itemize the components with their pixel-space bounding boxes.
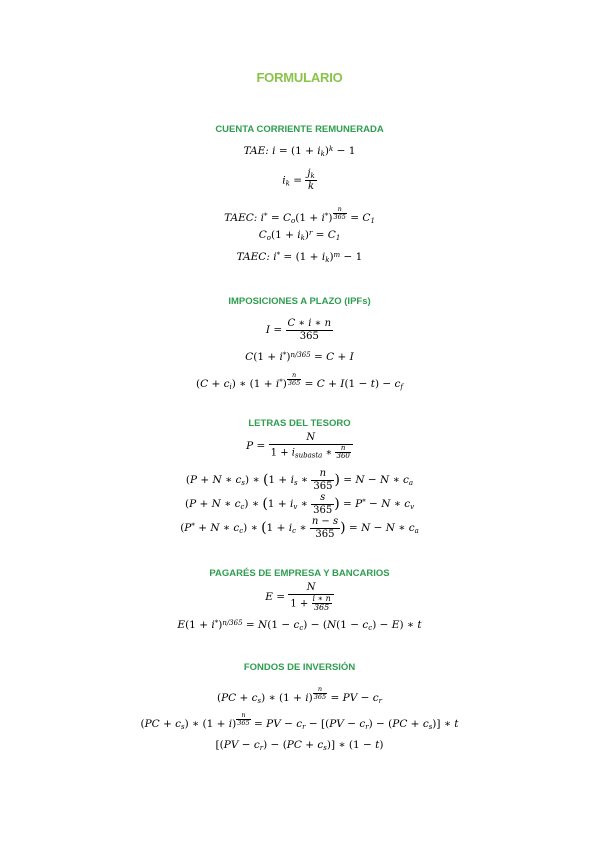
formula-capital: $C_o(1 + i_k)^r = C_1$ xyxy=(258,229,341,243)
formula-fondos-1: $(PC + c_s)$ ∗ (1 + i) $\frac{n}{365}$ = PV − $c_r$ xyxy=(216,685,383,706)
section-heading-letras: LETRAS DEL TESORO xyxy=(248,418,351,429)
section-heading-fondos: FONDOS DE INVERSIÓN xyxy=(243,662,356,673)
formula-taec-2: TAEC: $i^* = (1 + i_k)^m - 1$ xyxy=(236,251,363,265)
formula-letras-precio: P = N $1 + i_{subasta}$ ∗ $\frac{n}{360}$ xyxy=(0,432,599,460)
formula-letras-c: (P* + N ∗ $c_c$) ∗ ($1 + i_c$ ∗ $\frac{n - s}{365}$ ) = N − N ∗ $c_a$ xyxy=(180,516,419,540)
formula-ik: $i_k$ = $\frac{j_k}{k}$ xyxy=(282,168,315,193)
formula-tae: TAE: $i = (1 + i_k)^k - 1$ xyxy=(243,145,356,159)
formula-fondos-2: $(PC + c_s)$ ∗ (1 + i) $\frac{n}{365}$ = PV − $c_r - [(PV - c_r) - (PC + c_s)]$ ∗ t xyxy=(140,711,459,732)
section-heading-imposiciones: IMPOSICIONES A PLAZO (IPFs) xyxy=(228,296,371,307)
section-heading-pagares: PAGARÉS DE EMPRESA Y BANCARIOS xyxy=(209,568,390,579)
document-title: FORMULARIO xyxy=(256,70,343,85)
formula-fondos-3: $[(PV - c_r) - (PC + c_s)]$ ∗ (1 − t) xyxy=(215,739,384,753)
formula-taec-1: TAEC: $i^* = C_o(1 + i^*)$ $\frac{n}{365}$ = $C_1$ xyxy=(224,205,375,226)
formula-interes: I = $\frac{C ∗ i ∗ n}{365}$ xyxy=(265,318,332,342)
formula-ipf-capital: $C(1 + i^*)^{n/365} = C + I$ xyxy=(245,351,354,364)
formula-pagare-precio: E = N 1 + $\frac{i ∗ n}{365}$ xyxy=(0,582,599,612)
section-heading-cuenta-corriente: CUENTA CORRIENTE REMUNERADA xyxy=(215,124,384,135)
formula-letras-v: (P + N ∗ $c_c$) ∗ ($1 + i_v$ ∗ $\frac{s}{365}$ ) = P* − N ∗ $c_v$ xyxy=(184,492,415,516)
formula-ipf-comision: $(C + c_i)$ ∗ (1 + i*) $\frac{n}{365}$ = $C + I(1 - t) - c_f$ xyxy=(196,371,403,392)
formula-pagare-tae: $E(1 + i^*)^{n/365} = N(1 - c_c) - (N(1 - c_c) - E)$ ∗ t xyxy=(177,619,422,633)
formula-letras-s: (P + N ∗ $c_s$) ∗ ($1 + i_s$ ∗ $\frac{n}{365}$ ) = N − N ∗ $c_a$ xyxy=(185,468,414,492)
